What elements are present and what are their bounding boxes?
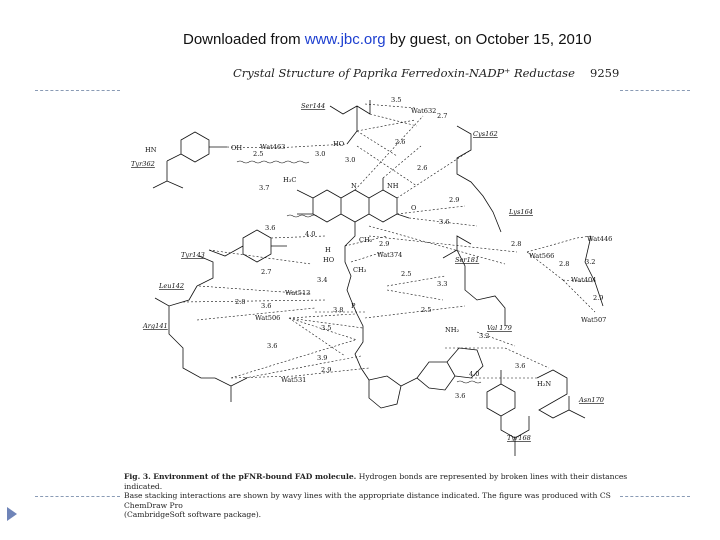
caption-line-3: (CambridgeSoft software package). [124,510,262,520]
bond-lines [153,100,603,456]
residue-label: Wat513 [285,289,311,297]
distance-label: 4.0 [469,370,480,378]
residue-label: Lys164 [509,208,533,216]
distance-labels [235,96,607,400]
distance-label: 3.6 [265,224,276,232]
distance-label: 2.6 [417,164,428,172]
atom-label: H₃C [283,176,297,184]
residue-label: Asn170 [579,396,604,404]
atom-label: CH₂ [359,236,373,244]
residue-label: Cys162 [473,130,498,138]
residue-label: Wat566 [529,252,555,260]
caption-line-2: Base stacking interactions are shown by wavy lines with the appropriate distance indicated. The figure was produced with CS ChemDraw Pro [124,491,611,510]
atom-label: O [411,204,417,212]
residue-label: Wat507 [581,316,607,324]
distance-label: 3.6 [261,302,272,310]
residue-label: Val 179 [487,324,512,332]
slide-divider-left-bottom [35,496,120,497]
distance-label: 2.9 [321,366,332,374]
distance-label: 3.2 [479,332,490,340]
distance-label: 3.0 [315,150,326,158]
distance-label: 2.9 [593,294,604,302]
distance-label: 3.4 [317,276,328,284]
slide-divider-left-top [35,90,120,91]
page-number: 9259 [590,66,620,80]
slide-divider-right-top [620,90,690,91]
distance-label: 2.8 [511,240,522,248]
atom-label: H₂N [537,380,552,388]
residue-label: Ser144 [301,102,326,110]
distance-label: 3.9 [317,354,328,362]
distance-label: 2.8 [559,260,570,268]
atom-label: NH₂ [445,326,460,334]
distance-label: 2.9 [449,196,460,204]
residue-label: Wat463 [260,143,286,151]
residue-label: Leu142 [159,282,185,290]
distance-label: 3.5 [321,324,332,332]
atom-label: HN [145,146,157,154]
distance-label: 3.6 [515,362,526,370]
residue-labels [131,102,612,442]
banner-suffix: by guest, on October 15, 2010 [385,31,592,48]
distance-label: 3.2 [585,258,596,266]
distance-label: 2.5 [421,306,432,314]
residue-label: Wat632 [411,107,437,115]
download-banner [183,31,592,48]
caption-line-1: Hydrogen bonds are represented by broken lines with their distances indicated. [124,472,628,491]
residue-label: Wat506 [255,314,281,322]
atom-label: HO [323,256,335,264]
residue-label: Tyr143 [181,251,205,259]
distance-label: 3.6 [439,218,450,226]
distance-label: 3.5 [391,96,402,104]
atom-label: NH [387,182,399,190]
distance-label: 3.7 [259,184,270,192]
banner-prefix: Downloaded from [183,31,305,48]
distance-label: 2.9 [379,240,390,248]
distance-label: 2.7 [437,112,448,120]
residue-label: Wat404 [571,276,597,284]
distance-label: 3.8 [333,306,344,314]
slide-bullet-arrow-icon [7,507,17,521]
atom-label: OH [231,144,243,152]
distance-label: 2.6 [395,138,406,146]
residue-label: Ser181 [455,256,480,264]
residue-label: Wat374 [377,251,403,259]
residue-label: Tyr362 [131,160,155,168]
figure-caption [124,472,629,520]
distance-label: 3.3 [437,280,448,288]
distance-label: 3.6 [267,342,278,350]
residue-label: Tyr168 [507,434,531,442]
atom-label: HO [333,140,345,148]
residue-label: Arg141 [143,322,168,330]
atom-labels [145,140,551,388]
residue-label: Wat531 [281,376,307,384]
distance-label: 2.8 [235,298,246,306]
distance-label: 3.6 [455,392,466,400]
atom-label: CH₃ [353,266,367,274]
distance-label: 2.7 [261,268,272,276]
journal-running-title: Crystal Structure of Paprika Ferredoxin-NADP⁺ Reductase [233,66,575,80]
banner-link[interactable]: www.jbc.org [304,31,386,48]
distance-label: 2.5 [253,150,264,158]
distance-label: 4.0 [305,230,316,238]
atom-label: N [351,182,357,190]
residue-label: Wat446 [587,235,613,243]
atom-label: H [325,246,331,254]
caption-title: Environment of the pFNR-bound FAD molecule. [153,472,357,481]
fad-environment-figure [125,86,630,472]
distance-label: 3.0 [345,156,356,164]
atom-label: P [351,302,356,310]
chemical-diagram [125,86,630,472]
slide-divider-right-bottom [620,496,690,497]
distance-label: 2.5 [401,270,412,278]
caption-figure-label: Fig. 3. [124,472,151,481]
